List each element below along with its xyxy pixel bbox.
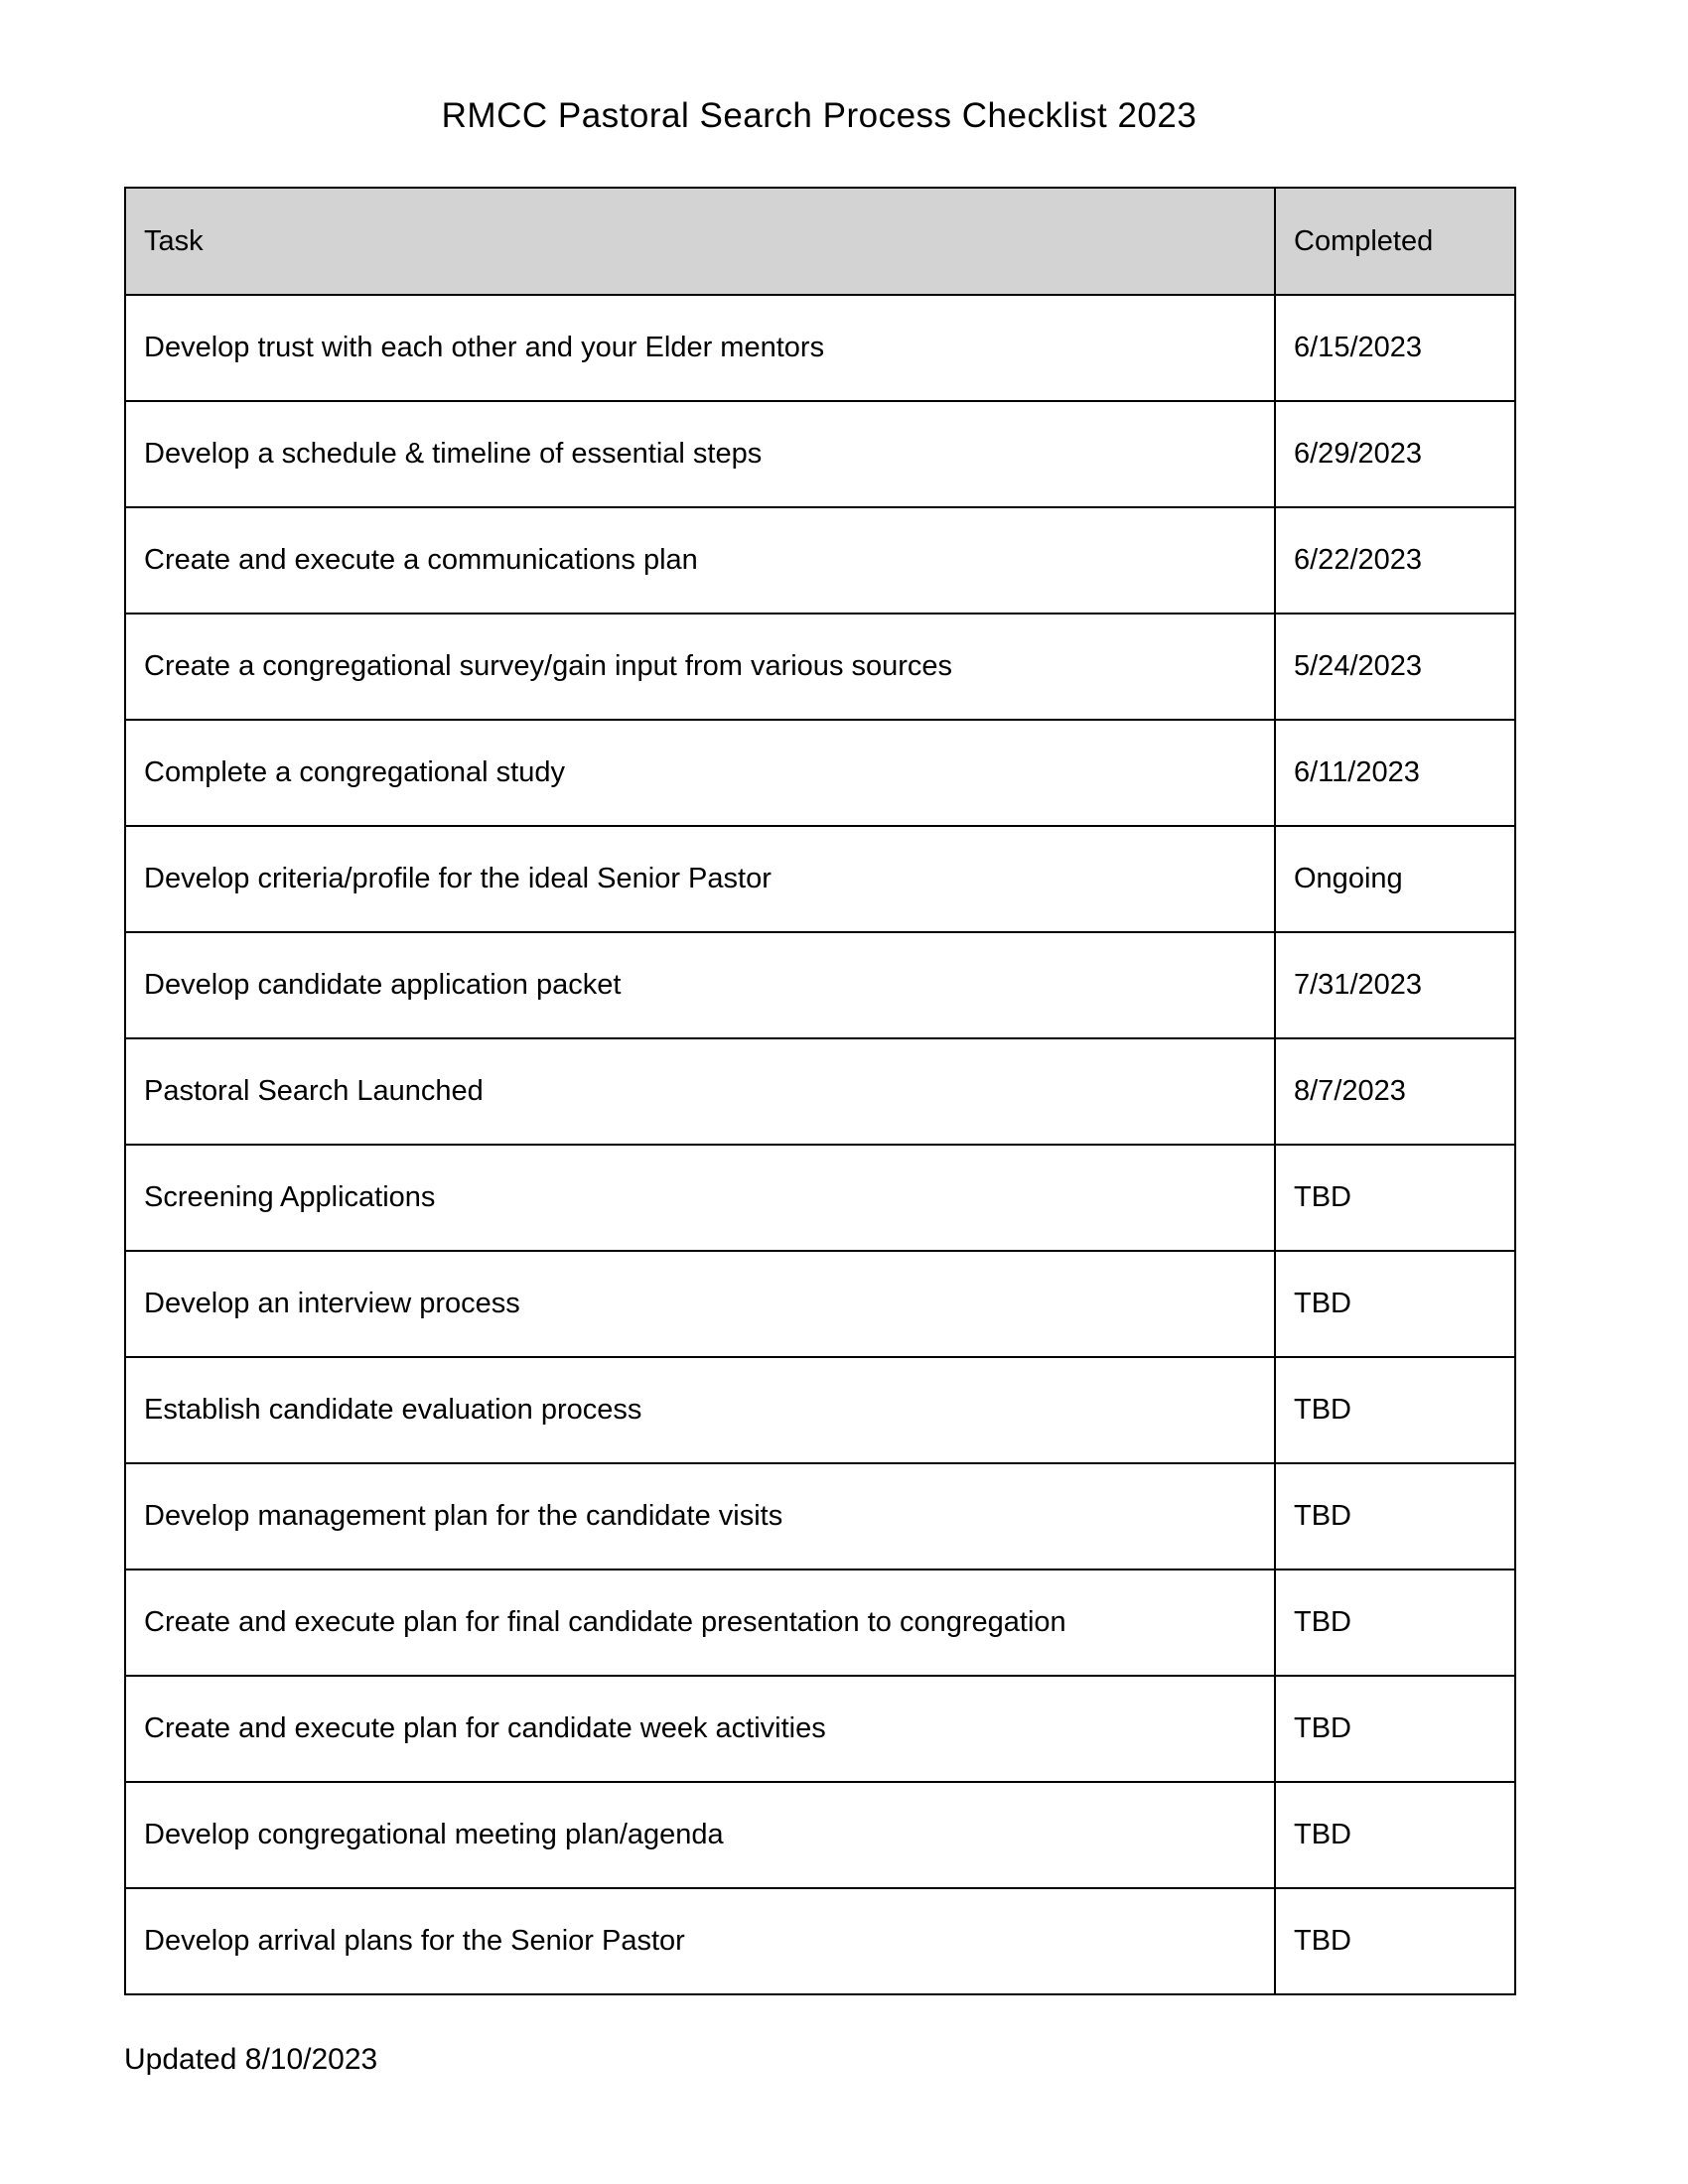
completed-cell: 6/11/2023 xyxy=(1275,720,1515,826)
task-cell: Create and execute a communications plan xyxy=(125,507,1275,614)
completed-cell: 6/29/2023 xyxy=(1275,401,1515,507)
table-row xyxy=(125,614,1515,720)
table-row xyxy=(125,295,1515,401)
completed-cell: TBD xyxy=(1275,1251,1515,1357)
column-header-completed: Completed xyxy=(1275,188,1515,295)
table-row xyxy=(125,1570,1515,1676)
task-cell: Develop management plan for the candidate visits xyxy=(125,1463,1275,1570)
table-row xyxy=(125,720,1515,826)
table-row xyxy=(125,826,1515,932)
table-row xyxy=(125,401,1515,507)
completed-cell: TBD xyxy=(1275,1145,1515,1251)
completed-cell: TBD xyxy=(1275,1357,1515,1463)
table-header-row xyxy=(125,188,1515,295)
task-cell: Develop arrival plans for the Senior Pastor xyxy=(125,1888,1275,1994)
task-cell: Develop a schedule & timeline of essential steps xyxy=(125,401,1275,507)
completed-cell: TBD xyxy=(1275,1463,1515,1570)
task-cell: Pastoral Search Launched xyxy=(125,1038,1275,1145)
table-row xyxy=(125,1357,1515,1463)
task-cell: Develop an interview process xyxy=(125,1251,1275,1357)
completed-cell: TBD xyxy=(1275,1676,1515,1782)
completed-cell: 6/22/2023 xyxy=(1275,507,1515,614)
task-cell: Develop congregational meeting plan/agenda xyxy=(125,1782,1275,1888)
task-cell: Establish candidate evaluation process xyxy=(125,1357,1275,1463)
task-cell: Screening Applications xyxy=(125,1145,1275,1251)
page-title: RMCC Pastoral Search Process Checklist 2023 xyxy=(441,96,1197,135)
table-row xyxy=(125,1888,1515,1994)
task-cell: Develop trust with each other and your Elder mentors xyxy=(125,295,1275,401)
task-cell: Create and execute plan for candidate week activities xyxy=(125,1676,1275,1782)
task-cell: Complete a congregational study xyxy=(125,720,1275,826)
checklist-table-body xyxy=(125,295,1515,1994)
table-row xyxy=(125,1038,1515,1145)
updated-date: Updated 8/10/2023 xyxy=(124,2043,378,2076)
table-row xyxy=(125,1676,1515,1782)
completed-cell: 7/31/2023 xyxy=(1275,932,1515,1038)
task-cell: Develop candidate application packet xyxy=(125,932,1275,1038)
table-row xyxy=(125,1145,1515,1251)
table-row xyxy=(125,932,1515,1038)
table-row xyxy=(125,1463,1515,1570)
completed-cell: TBD xyxy=(1275,1888,1515,1994)
completed-cell: 6/15/2023 xyxy=(1275,295,1515,401)
task-cell: Develop criteria/profile for the ideal Senior Pastor xyxy=(125,826,1275,932)
completed-cell: Ongoing xyxy=(1275,826,1515,932)
table-row xyxy=(125,1251,1515,1357)
checklist-table xyxy=(124,187,1516,1995)
completed-cell: TBD xyxy=(1275,1570,1515,1676)
task-cell: Create and execute plan for final candidate presentation to congregation xyxy=(125,1570,1275,1676)
table-row xyxy=(125,1782,1515,1888)
task-cell: Create a congregational survey/gain input from various sources xyxy=(125,614,1275,720)
completed-cell: TBD xyxy=(1275,1782,1515,1888)
completed-cell: 8/7/2023 xyxy=(1275,1038,1515,1145)
completed-cell: 5/24/2023 xyxy=(1275,614,1515,720)
table-row xyxy=(125,507,1515,614)
column-header-task: Task xyxy=(125,188,1275,295)
